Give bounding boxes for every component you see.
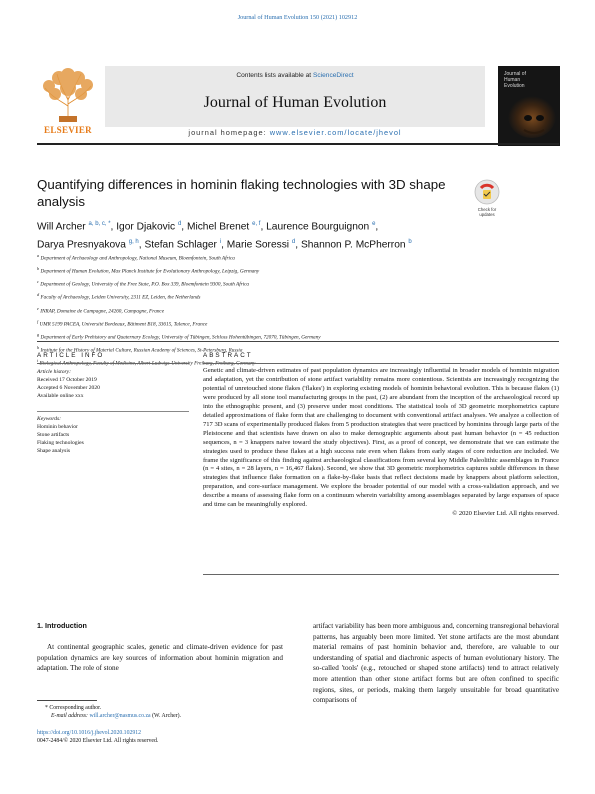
author-name[interactable]: Laurence Bourguignon [266, 221, 370, 233]
keyword-item: Hominin behavior [37, 424, 78, 430]
email-label: E-mail address: [51, 713, 90, 720]
body-paragraph-right: artifact variability has been more ambiguous and, concerning transregional behavioral patterns, has arguably been more limited. Yet stone artifacts are the most abundant material remains of past hominin behavior and, therefore, are valuable to our understanding of spatial and diachronic aspects of human evolutionary history. The so-called 'tools' (e.g., retouched or shaped stone artifacts) tend to attract relatively more attention than other stone artifact forms but are often confined to specific regions, sites, or periods, making them largely unsuitable for broad quantitative comparisons of [313, 622, 559, 705]
abstract-rule [203, 363, 559, 364]
affiliation-item [37, 290, 557, 303]
contents-prefix: Contents lists available at [236, 72, 313, 79]
author-name[interactable]: Darya Presnyakova [37, 239, 126, 251]
affiliation-key: d [37, 292, 40, 298]
author-affil-marker[interactable]: e [372, 221, 376, 227]
check-label-line: Check for [477, 207, 497, 212]
history-item: Accepted 6 November 2020 [37, 385, 100, 391]
corresponding-author-note: * Corresponding author. [45, 705, 102, 711]
author-affil-marker[interactable]: i [219, 238, 222, 245]
cover-title [504, 71, 526, 89]
author-affil-marker[interactable]: d [291, 238, 296, 245]
affiliation-text: Biological Anthropology, Faculty of Medicine, Albert-Ludwigs-University Freiburg, Freiburg, Germany [39, 360, 256, 367]
affiliation-text: Institute for the History of Material Culture, Russian Academy of Sciences, St-Petersburg, Russia [40, 347, 243, 354]
cover-title-line: Journal of [504, 71, 526, 77]
keyword-item: Stone artifacts [37, 432, 70, 438]
doi-link[interactable]: https://doi.org/10.1016/j.jhevol.2020.102912 [37, 730, 142, 736]
history-item: Available online xxx [37, 393, 84, 399]
affiliation-list [37, 251, 557, 369]
affiliation-item [37, 251, 557, 264]
affiliation-key: i [37, 358, 39, 364]
affiliation-item [37, 304, 557, 317]
article-title: Quantifying differences in hominin flaking technologies with 3D shape analysis [37, 177, 446, 209]
affiliation-key: c [37, 279, 39, 285]
publisher-wordmark: ELSEVIER [44, 125, 92, 135]
author-name[interactable]: Stefan Schlager [144, 239, 217, 251]
section-rule [37, 341, 559, 342]
affiliation-text: INRAP, Domaine de Campagne, 24260, Campagne, France [40, 308, 165, 315]
abstract-text: Genetic and climate-driven estimates of past population dynamics are increasingly influential in broader models of hominin migration and adaptation, yet the contribution of stone artifact variability remains more contentious. Scientists are increasingly recognizing the potential of unretouched stone flakes ('flakes') in exploring existing models of hominin behavioral evolution. This is because flakes (1) were produced by all stone tool manufacturing groups in the past, (2) are abundant from the inception of the archaeological record up into the ethnographic present, and (3) preserve under most conditions. The statistical tools of 3D geometric morphometrics capture detailed approximations of flake form that are challenging to document with conventional artifact analyses. We analyze a collection of 717 3D scans of experimentally produced flakes from 5 production strategies that were practiced by hominins through large parts of the Pleistocene and that scientists have drawn on also to make demographic arguments about past human behavior (n = 45 reduction sequences, n = 3 knappers naive toward the study objectives). First, as a proof of concept, we demonstrate that we can estimate the strategies used to produce these flakes at a high success rate even when flakes from early stages of core reduction are included. We frame the significance of this finding against archaeological classifications from several key Middle Paleolithic assemblages in France (n = 4 sites, n = 28 layers, n = 16,467 flakes). Second, we show that 3D geometric morphometrics captures subtle differences in these strategies that influence flake formation on a flake-by-flake basis that reflect decisions made by knappers about platform selection, preparation, and core-surface management. We explore the broader potential of our model with a cross-validation approach, and we describe a means of assessing flake form on a continuum wherein variability among assemblages separated by large expanses of space and time can be meaningfully explored. [203, 367, 559, 509]
affiliation-text: Department of Human Evolution, Max Planck Institute for Evolutionary Anthropology, Leipzig, Germany [40, 268, 260, 275]
article-info-heading: ARTICLE INFO [37, 352, 105, 359]
author-name[interactable]: Marie Soressi [226, 239, 290, 251]
affiliation-key: e [37, 305, 39, 311]
keywords-rule [37, 411, 189, 412]
abstract-body [203, 367, 559, 519]
affiliation-key: g [37, 331, 40, 337]
author-affil-marker[interactable]: d [177, 221, 182, 227]
homepage-label: journal homepage: [188, 128, 270, 137]
rights-statement: 0047-2484/© 2020 Elsevier Ltd. All rights reserved. [37, 738, 159, 745]
email-link[interactable]: will.archer@nasmus.co.za [89, 713, 151, 720]
affiliation-text: Department of Geology, University of the Free State, P.O. Box 339, Bloemfontein 9300, South Africa [40, 282, 250, 289]
sciencedirect-link[interactable]: ScienceDirect [312, 72, 354, 79]
elsevier-tree-logo [37, 66, 99, 126]
affiliation-item [37, 317, 557, 330]
history-label: Article history: [37, 369, 72, 375]
journal-citation[interactable]: Journal of Human Evolution 150 (2021) 102912 [237, 14, 358, 21]
affiliation-key: a [37, 253, 40, 258]
affiliation-key: h [37, 344, 40, 350]
author-name[interactable]: Igor Djakovic [116, 221, 176, 233]
affiliation-text: Faculty of Archaeology, Leiden University, 2311 EZ, Leiden, the Netherlands [40, 295, 201, 302]
keywords-label: Keywords: [37, 416, 62, 422]
check-for-updates-icon[interactable] [473, 178, 501, 206]
affiliation-item [37, 264, 557, 277]
keywords [37, 415, 189, 455]
email-line [37, 712, 283, 720]
author-name[interactable]: Will Archer [37, 221, 86, 233]
article-info-rule [37, 363, 189, 364]
cover-title-line: Human [504, 77, 521, 83]
contents-line [105, 72, 485, 79]
homepage-link[interactable]: www.elsevier.com/locate/jhevol [269, 128, 402, 137]
author-affil-marker[interactable]: e, f [252, 221, 261, 227]
author-name[interactable]: Michel Brenet [186, 221, 250, 233]
footnote-rule [37, 700, 97, 701]
author-name[interactable]: Shannon P. McPherron [300, 239, 406, 251]
keyword-item: Flaking technologies [37, 440, 84, 446]
abstract-copyright: © 2020 Elsevier Ltd. All rights reserved. [452, 510, 559, 518]
check-for-updates-label[interactable] [470, 207, 504, 217]
footnote [37, 704, 283, 721]
author-affil-marker[interactable]: g, h [128, 238, 139, 245]
abstract-heading: ABSTRACT [203, 352, 253, 359]
email-suffix: (W. Archer). [150, 713, 182, 720]
history-item: Received 17 October 2019 [37, 377, 97, 383]
cover-title-line: Evolution [504, 83, 525, 89]
author-affil-marker[interactable]: b [408, 238, 412, 245]
keyword-item: Shape analysis [37, 448, 71, 454]
article-history [37, 368, 189, 400]
header-rule [37, 143, 559, 145]
affiliation-item [37, 277, 557, 290]
doi-block [37, 729, 283, 746]
affiliation-text: Department of Archaeology and Anthropology, National Museum, Bloemfontein, South Africa [40, 255, 235, 262]
author-affil-marker[interactable]: a, b, c, * [88, 221, 111, 227]
journal-homepage [105, 128, 485, 137]
affiliation-text: Department of Early Prehistory and Quaternary Ecology, University of Tübingen, Schloss Hohentübingen, 72070, Tübingen, Germany [40, 334, 321, 341]
body-paragraph-left: At continental geographic scales, genetic and climate-driven evidence for past population dynamics are key sources of information about hominin migration and adaptation. The role of stone [37, 643, 283, 673]
affiliation-key: f [37, 318, 39, 324]
section-heading-introduction: 1. Introduction [37, 621, 87, 630]
abstract-bottom-rule [203, 574, 559, 575]
journal-cover-image [498, 66, 560, 146]
affiliation-item [37, 343, 557, 356]
affiliation-text: UMR 5199 PACEA, Université Bordeaux, Bâtiment B18, 33615, Talence, France [39, 321, 208, 328]
check-label-line: updates [479, 212, 495, 217]
author-list: Will Archer $^{a, b, c, *}$, Igor Djakovic $^d$, Michel Brenet $^{e, f}$, Laurence Bourguignon $^e$, Darya Presnyakova $^{g, h}$, Stefan Schlager $^i$, Marie Soressi $^d$, Shannon P. McPherron $^b$ [37, 221, 412, 251]
journal-title: Journal of Human Evolution [203, 94, 387, 111]
affiliation-key: b [37, 266, 40, 272]
